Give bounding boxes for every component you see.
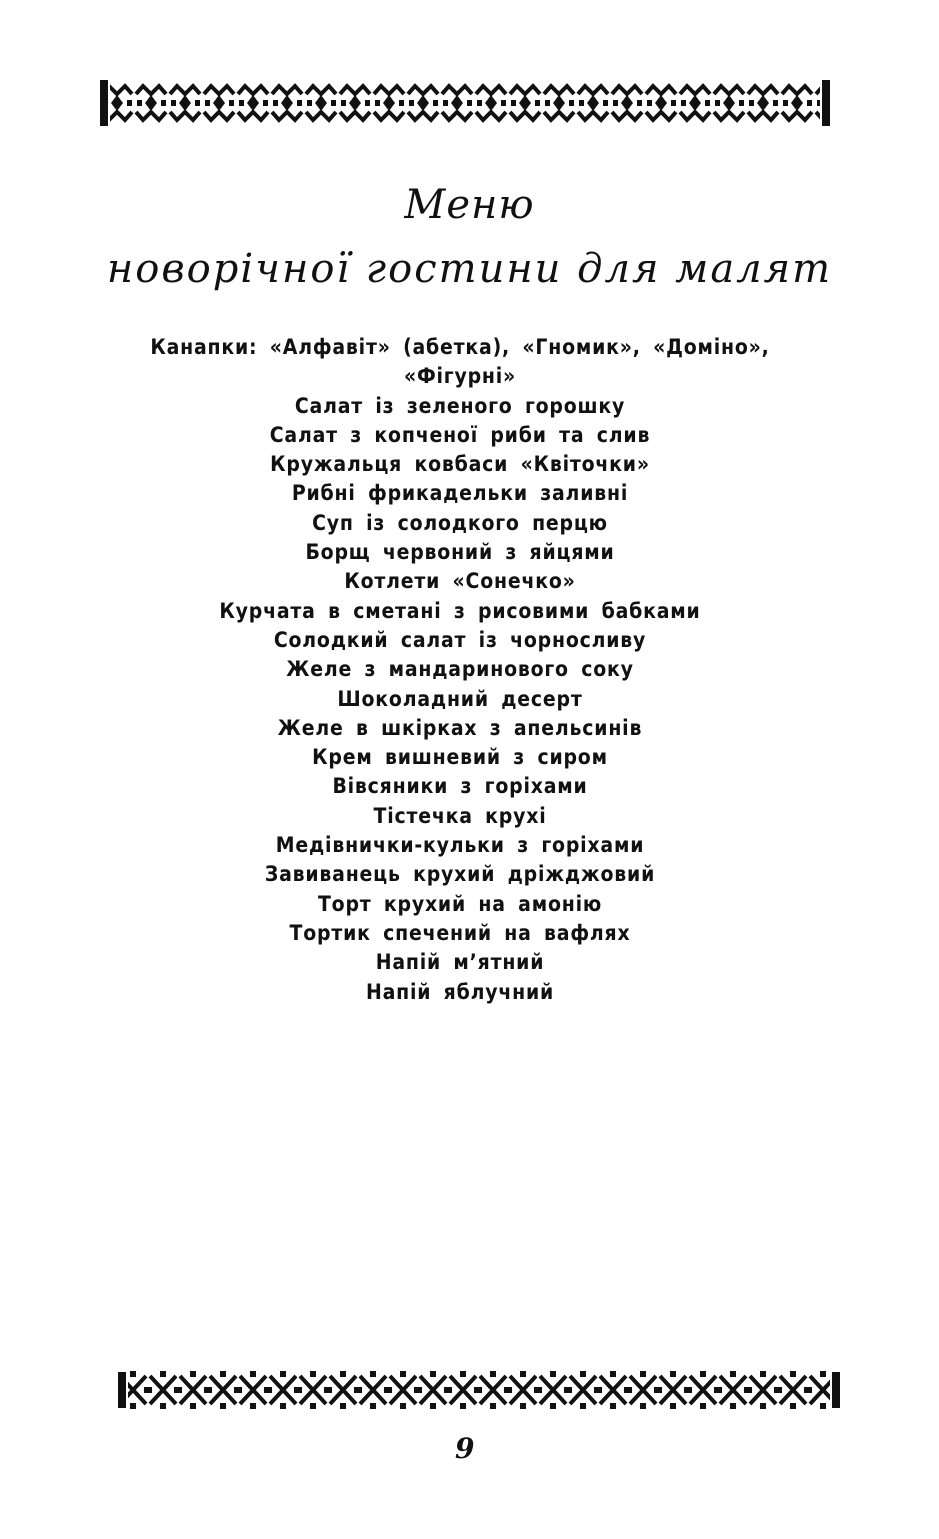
menu-item: Медівнички-кульки з горіхами (275, 833, 645, 858)
menu-item: Салат із зеленого горошку (294, 393, 626, 418)
menu-title: Меню (404, 182, 535, 228)
menu-item: Салат з копченої риби та слив (269, 422, 651, 447)
menu-item: Крем вишневий з сиром (312, 745, 608, 770)
menu-item: Тортик спечений на вафлях (289, 920, 631, 945)
embroidery-border-icon (100, 80, 830, 126)
menu-list (60, 333, 860, 1007)
menu-item: Солодкий салат із чорносливу (273, 627, 647, 652)
page-number: 9 (455, 1432, 475, 1465)
menu-item: Напій яблучний (365, 979, 555, 1004)
menu-item: Котлети «Сонечко» (344, 569, 576, 594)
menu-item: Рибні фрикадельки заливні (291, 481, 629, 506)
bottom-ornament-border (118, 1368, 840, 1412)
menu-item: Шоколадний десерт (337, 686, 583, 711)
menu-item: Борщ червоний з яйцями (305, 540, 615, 565)
menu-item: Кружальця ковбаси «Квіточки» (270, 452, 650, 477)
menu-item: «Фігурні» (403, 364, 517, 389)
menu-item: Суп із солодкого перцю (312, 510, 608, 535)
menu-item: Вівсяники з горіхами (332, 774, 588, 799)
menu-item: Желе з мандаринового соку (286, 657, 634, 682)
menu-item: Желе в шкірках з апельсинів (277, 715, 643, 740)
menu-item: Напій м’ятний (375, 950, 545, 975)
menu-subtitle: новорічної гостини для малят (106, 246, 833, 292)
embroidery-border-icon (118, 1368, 840, 1412)
menu-item: Курчата в сметані з рисовими бабками (219, 598, 701, 623)
menu-item: Канапки: «Алфавіт» (абетка), «Гномик», «Доміно», (150, 335, 770, 359)
menu-item: Тістечка крухі (373, 803, 547, 828)
menu-item: Торт крухий на амонію (317, 891, 603, 916)
menu-item: Завиванець крухий дріжджовий (264, 862, 656, 887)
top-ornament-border (100, 80, 830, 126)
